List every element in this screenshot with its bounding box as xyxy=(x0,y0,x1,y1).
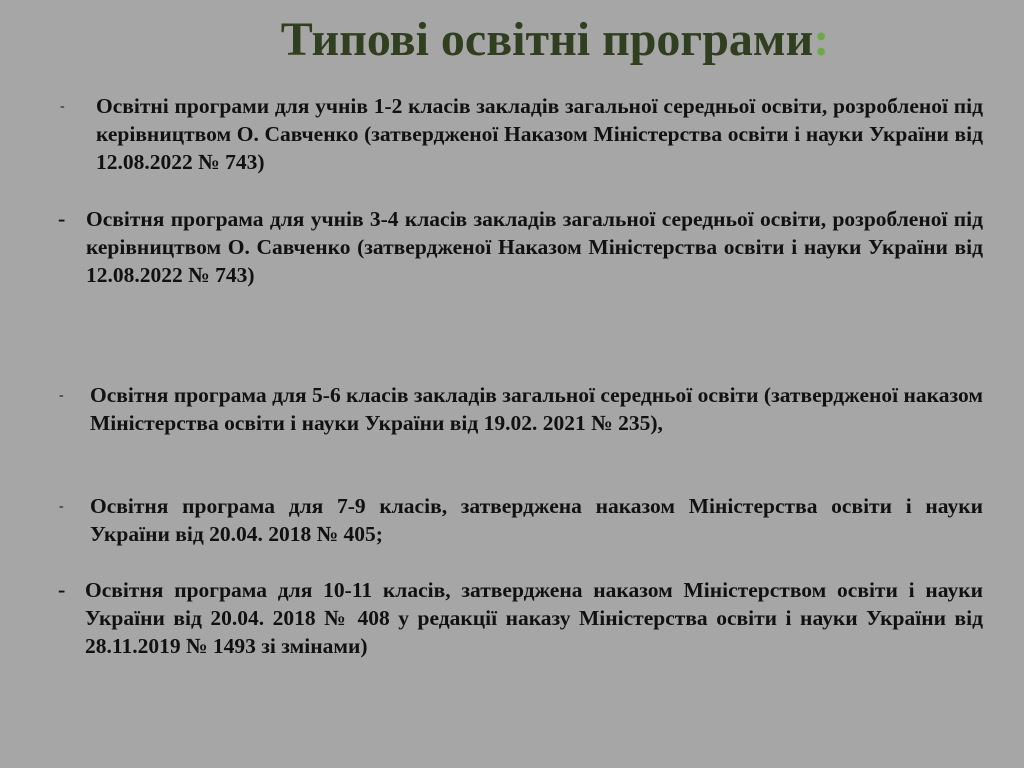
slide-title-text: Типові освітні програми xyxy=(280,13,814,66)
list-item-text: Освітня програма для 5-6 класів закладів загальної середньої освіти (затвердженої наказом Міністерства освіти і науки України від 19.02. 2021 № 235), xyxy=(90,383,983,435)
list-item xyxy=(59,492,983,548)
list-item xyxy=(59,381,983,437)
list-item-text: Освітня програма для учнів 3-4 класів закладів загальної середньої освіти, розробленої під керівництвом О. Савченко (затвердженої Наказом Міністерства освіти і науки України від 12.08.2022 № 743) xyxy=(86,207,983,287)
list-item xyxy=(58,576,983,660)
list-item-text: Освітня програма для 7-9 класів, затверджена наказом Міністерства освіти і науки України від 20.04. 2018 № 405; xyxy=(90,494,983,546)
slide-title-colon: : xyxy=(813,13,830,66)
list-item xyxy=(60,92,983,176)
list-item-text: Освітня програма для 10-11 класів, затверджена наказом Міністерством освіти і науки України від 20.04. 2018 № 408 у редакції наказу Міністерства освіти і науки України від 28.11.2019 № 1493 зі змінами) xyxy=(85,578,983,658)
list-item-marker: - xyxy=(58,577,66,602)
slide-title xyxy=(0,12,1024,68)
list-item-marker: - xyxy=(58,206,66,231)
list-item-marker: - xyxy=(60,99,65,114)
list-item xyxy=(58,205,983,289)
list-item-marker: - xyxy=(59,499,64,514)
list-item-marker: - xyxy=(59,388,64,403)
list-item-text: Освітні програми для учнів 1-2 класів закладів загальної середньої освіти, розробленої під керівництвом О. Савченко (затвердженої Наказом Міністерства освіти і науки України від 12.08.2022 № 743) xyxy=(96,94,983,174)
